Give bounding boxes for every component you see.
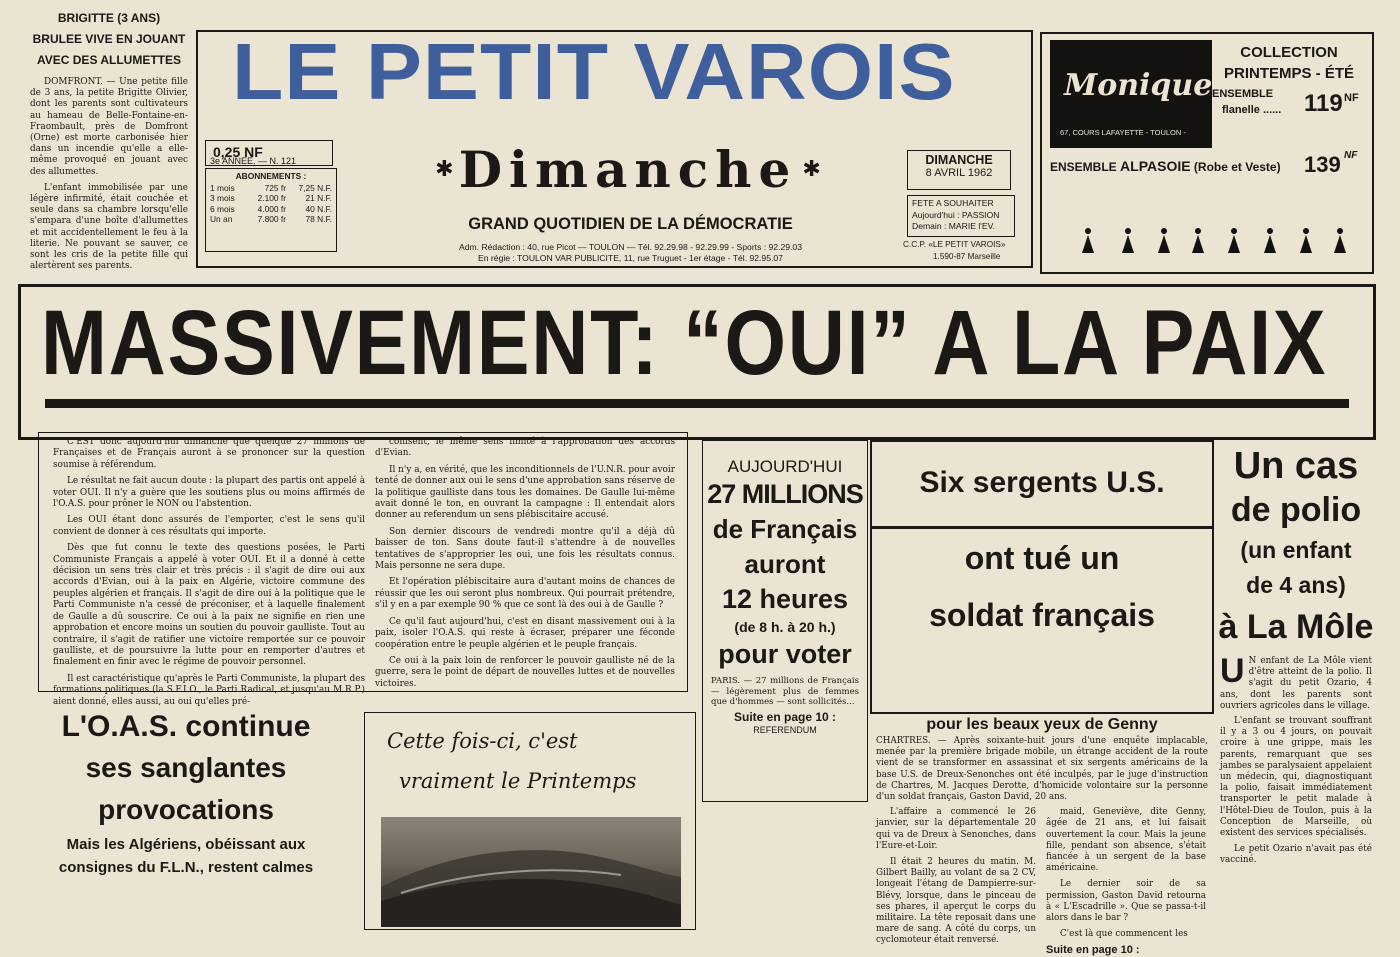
fashion-figures (1042, 174, 1372, 270)
brief-title (30, 8, 188, 71)
referendum-line: AUJOURD'HUI (727, 457, 843, 476)
ccp-line-2: 1.590-87 Marseille (933, 252, 1001, 261)
star-icon: ✱ (435, 157, 454, 182)
coast-icon (381, 817, 681, 927)
left-brief (30, 8, 188, 278)
spring-photo (381, 817, 681, 927)
referendum-box (702, 440, 868, 802)
brief-paragraph: DOMFRONT. — Une petite fille de 3 ans, la petite Brigitte Olivier, dont les parents sont cultivateurs au hameau de Belle-Fontaine-en-Fraombault, près de Domfront (Orne) est morte carbonisée hier dans un incendie qu'elle a elle-même provoqué en jouant avec des allumettes. (30, 77, 188, 177)
brief-title-line: AVEC DES ALLUMETTES (36, 53, 181, 67)
referendum-line: 27 MILLIONS (707, 479, 863, 509)
edition: 3e ANNEE. — N. 121 (210, 156, 297, 166)
headline-rule (45, 399, 1349, 408)
referendum-line: (de 8 h. à 20 h.) (734, 619, 836, 635)
referendum-line: de Français (712, 514, 858, 544)
price-unit: NF (1344, 92, 1359, 104)
polio-line: Un cas (1233, 445, 1359, 487)
subscription-row (206, 214, 336, 225)
subscription-franc: 2.100 fr (257, 193, 286, 203)
polio-intro: N enfant de La Môle vient d'être atteint de la polio. Il s'agit du petit Ozario, 4 ans, dont les parents sont ouvriers agricoles dans le village. (1220, 656, 1372, 711)
sergents-paragraph: Il était 2 heures du matin. M. Gilbert Bailly, au volant de sa 2 CV, longeait l'étang de Dampierre-sur-Blévy, lorsque, dans le pinceau de ses phares, il aperçut le corps du militaire. La tête reposait dans une mare de sang. A côté du corps, un cyclomoteur était renversé. (876, 857, 1036, 946)
ensemble-label: ENSEMBLE (1212, 88, 1274, 100)
polio-body (1216, 652, 1376, 867)
editorial-paragraph: conisent, le même sens limité à l'approbation des accords d'Evian. (375, 437, 675, 459)
masthead (196, 27, 1033, 268)
polio-article (1216, 444, 1376, 928)
editorial-col-2 (375, 437, 675, 695)
sergents-col-1 (876, 807, 1036, 956)
referendum-body: PARIS. — 27 millions de Français — légèrement plus de femmes que d'hommes — sont sollicités... (711, 676, 859, 707)
date: 8 AVRIL 1962 (925, 167, 993, 179)
sergents-lead: CHARTRES. — Après soixante-huit jours d'une enquête implacable, menée par la première brigade mobile, un étrange accident de la route vient de se transformer en assassinat et six sergents américains de la base U.S. de Dreux-Senonches ont été inculpés, par le juge d'instruction de Chartres, M. Jacques Derotte, d'homicide volontaire sur la personne d'un soldat français, Gaston David, 20 ans. (876, 736, 1208, 803)
collection-line: PRINTEMPS - ÉTÉ (1223, 65, 1354, 82)
brief-paragraph: L'enfant immobilisée par une légère infirmité, était couchée et seule dans sa chambre lorsqu'elle s'empara d'une boîte d'allumettes et mit accidentellement le feu à la literie. Ne pouvant se sauver, ce sont les cris de la petite fille qui alertèrent ses parents. (30, 182, 188, 272)
price-119: 119 (1304, 90, 1343, 117)
editorial-box (38, 432, 688, 707)
subtitle-row (358, 140, 898, 199)
subscription-period: 3 mois (210, 193, 235, 203)
polio-paragraph: Le petit Ozario n'avait pas été vacciné. (1220, 844, 1372, 866)
referendum-continued-tag: REFERENDUM (753, 724, 817, 735)
figure-icon (1120, 228, 1136, 258)
oas-subline: Mais les Algériens, obéissant aux (66, 836, 306, 853)
monique-logo (1050, 40, 1212, 148)
feast-line: Aujourd'hui : PASSION (912, 209, 1000, 220)
figure-icon (1262, 228, 1278, 258)
spring-photo-box (364, 712, 696, 930)
monique-brand: Monique (1064, 68, 1213, 103)
sergents-headline-line: soldat français (929, 597, 1155, 633)
polio-line: de 4 ans) (1246, 572, 1346, 598)
sergents-paragraph: L'affaire a commencé le 26 janvier, sur la départementale 20 qui va de Dreux à Senonches, dans l'Eure-et-Loir. (876, 807, 1036, 851)
polio-drop-cap: U (1220, 652, 1245, 690)
alpasoie-name: ALPASOIE (1120, 158, 1191, 174)
subscription-nf: 21 N.F. (305, 193, 332, 203)
subscription-period: 1 mois (210, 182, 235, 193)
admin-line-1: Adm. Rédaction : 40, rue Picot — TOULON — Tél. 92.29.98 - 92.29.99 - Sports : 92.29.03 (459, 242, 802, 252)
sergents-headline-line: ont tué un (964, 540, 1120, 576)
polio-line: à La Môle (1218, 608, 1374, 646)
oas-line: provocations (98, 794, 274, 825)
sergents-paragraph: maid, Geneviève, dite Genny, âgée de 21 ans, et lui faisait ouvertement la cour. Mais la jeune fille, pendant son absence, s'était fiancée à un sergent de la base américaine. (1046, 807, 1206, 874)
editorial-paragraph: Il n'y a, en vérité, que les inconditionnels de l'U.N.R. pour avoir tenté de donner aux oui le sens d'une approbation sans réserve de la politique gaulliste dans tous les domaines. De Gaulle lui-même avait donné le ton, en ouvrant la campagne : Il entendait alors donner au referendum un sens plébiscitaire accusé. (375, 464, 675, 521)
headline: MASSIVEMENT: “OUI” A LA PAIX (41, 292, 1328, 394)
masthead-title: LE PETIT VAROIS (232, 27, 956, 116)
polio-headline (1216, 444, 1376, 652)
oas-line: ses sanglantes (85, 752, 287, 783)
subscription-franc: 4.000 fr (257, 203, 286, 214)
oas-article (6, 704, 366, 928)
editorial-paragraph: Il est caractéristique qu'après le Parti Communiste, la plupart des formations politiques (la S.F.I.O., le Parti Radical, et jusqu'au M.R.P.) aient donné, elles aussi, au oui qu'elles pré- (53, 673, 365, 707)
editorial-paragraph: Les OUI étant donc assurés de l'emporter, c'est le sens qu'il convient de donner à ces résultats qui importe. (53, 515, 365, 537)
feast-line: FETE A SOUHAITER (912, 198, 994, 208)
collection-line: COLLECTION (1240, 44, 1338, 61)
subscription-heading: ABONNEMENTS : (235, 171, 307, 181)
referendum-line: 12 heures (721, 584, 849, 614)
subscription-period: Un an (210, 214, 233, 224)
sergents-rule (870, 526, 1214, 529)
editorial-paragraph: Ce qu'il faut aujourd'hui, c'est en disant massivement oui à la paix, isoler l'O.A.S. qui reste à écraser, préparer une féconde coopération entre le peuple algérien et le peuple français. (375, 616, 675, 650)
polio-line: (un enfant (1240, 537, 1352, 563)
alpasoie-line (1050, 158, 1281, 174)
editorial-paragraph: Le résultat ne fait aucun doute : la plupart des partis ont appelé à voter OUI. Il n'y a guère que les soutiens plus ou moins affirmés de l'O.A.S. pour prôner le NON ou l'abstention. (53, 476, 365, 510)
subscription-box (205, 168, 337, 252)
editorial-paragraph: Ce oui à la paix loin de renforcer le pouvoir gaulliste né de la guerre, sera le point de départ de nouvelles luttes et de nouvelles victoires. (375, 655, 675, 689)
sergents-subhead: pour les beaux yeux de Genny (926, 716, 1158, 733)
alpasoie-detail: (Robe et Veste) (1193, 160, 1281, 174)
price-139: 139 (1304, 152, 1341, 177)
sergents-col-2 (1046, 807, 1206, 956)
figure-icon (1080, 228, 1096, 258)
figure-icon (1332, 228, 1348, 258)
subscription-row (206, 204, 336, 215)
feast-box (907, 195, 1015, 237)
date-box (907, 150, 1011, 190)
referendum-continued[interactable]: Suite en page 10 : (733, 709, 837, 724)
editorial-paragraph: Et l'opération plébiscitaire aura d'autant moins de chances de réussir que les oui seront plus nombreux. Qui pourrait prétendre, s'il y en a par exemple 90 % que ce sont là des oui à de Gaulle ? (375, 577, 675, 611)
polio-paragraph: L'enfant se trouvant souffrant il y a 3 ou 4 jours, on pouvait croire à une grippe, mais les parents, remarquant que ses jambes se paralysaient appelaient un médecin, qui, diagnostiquant la polio, faisait immédiatement transporter le petit malade à l'Hôtel-Dieu de Toulon, puis à la Conception de Marseille, où existent des services spécialisés. (1220, 716, 1372, 839)
collection-heading (1214, 42, 1364, 84)
spring-caption-line: vraiment le Printemps (399, 769, 637, 793)
spring-caption-line: Cette fois-ci, c'est (387, 729, 578, 753)
figure-icon (1156, 228, 1172, 258)
ccp-line-1: C.C.P. «LE PETIT VAROIS» (903, 240, 1006, 249)
sergents-paragraph: C'est là que commencent les (1060, 929, 1188, 940)
alpasoie-prefix: ENSEMBLE (1050, 160, 1117, 174)
subscription-nf: 7,25 N.F. (298, 182, 332, 193)
referendum-line: auront (744, 549, 826, 579)
polio-line: de polio (1230, 491, 1362, 529)
sergents-headline-line: Six sergents U.S. (919, 466, 1165, 499)
price-unit: NF (1344, 150, 1358, 161)
headline-box (18, 284, 1376, 440)
feast-line: Demain : MARIE l'EV. (912, 221, 995, 231)
sergents-article (870, 440, 1214, 957)
subscription-nf: 40 N.F. (305, 203, 332, 214)
sergents-paragraph: Le dernier soir de sa permission, Gaston David retourna à « L'Escadrille ». Que se passa-t-il alors dans le bar ? (1046, 879, 1206, 924)
sergents-headline-box (870, 440, 1214, 714)
flanelle-label: flanelle ...... (1222, 104, 1282, 116)
figure-icon (1298, 228, 1314, 258)
subscription-nf: 78 N.F. (305, 214, 332, 224)
monique-address: 67, COURS LAFAYETTE - TOULON - (1060, 128, 1186, 137)
oas-subline: consignes du F.L.N., restent calmes (58, 859, 314, 876)
subscription-franc: 7.800 fr (257, 214, 286, 224)
tagline: GRAND QUOTIDIEN DE LA DÉMOCRATIE (468, 215, 793, 233)
subscription-row (206, 193, 336, 204)
sergents-columns (870, 803, 1214, 956)
price: 0,25 NF (213, 144, 263, 160)
figure-icon (1226, 228, 1242, 258)
brief-title-line: BRULEE VIVE EN JOUANT (32, 32, 186, 46)
admin-line-2: En régie : TOULON VAR PUBLICITE, 11, rue Truguet - 1er étage - Tél. 92.95.07 (478, 253, 783, 263)
oas-line: L'O.A.S. continue (61, 710, 311, 743)
sergents-continued[interactable]: Suite en page 10 : (1046, 944, 1140, 957)
date-day: DIMANCHE (925, 153, 993, 167)
editorial-paragraph: Dès que fut connu le texte des questions posées, le Parti Communiste Français a appelé à voter OUI. Et il a donné à cette décision un sens très clair et très précis : il s'agit de dire oui aux accords d'Evian, oui à la paix en Algérie, victoire commune des peuples algérien et français. Il s'agit de dire oui à la politique que le Parti Communiste n'a cessé de préconiser, et à laquelle finalement de Gaulle a dû souscrire. Ce oui à la paix ne signifie en rien une approbation et encore moins un soutien du pouvoir gaulliste. Tout au contraire, il s'agit de ratifier une victoire remportée sur ce pouvoir gaulliste, et de poursuivre la lutte pour en remporter d'autres et finalement en finir avec le régime de pouvoir personnel. (53, 543, 365, 668)
editorial-paragraph: C'EST donc aujourd'hui dimanche que quelque 27 millions de Françaises et de Français auront à se prononcer sur la question soumise à référendum. (53, 437, 365, 470)
monique-ad[interactable] (1040, 32, 1374, 274)
subscription-row (206, 183, 336, 194)
star-icon: ✱ (802, 157, 821, 182)
masthead-subtitle: Dimanche (458, 140, 798, 199)
subscription-period: 6 mois (210, 203, 235, 214)
editorial-col-1 (53, 437, 365, 713)
subscription-franc: 725 fr (264, 182, 286, 193)
brief-title-line: BRIGITTE (3 ANS) (57, 11, 161, 25)
figure-icon (1190, 228, 1206, 258)
brief-body (30, 77, 188, 272)
referendum-line: pour voter (718, 639, 852, 669)
editorial-paragraph: Son dernier discours de vendredi montre qu'il a déjà dû baisser de ton. Sans doute faut-il s'attendre à de nouvelles tentatives de s'approprier les oui, une fois les résultats connus. Mais personne ne sera dupe. (375, 526, 675, 572)
